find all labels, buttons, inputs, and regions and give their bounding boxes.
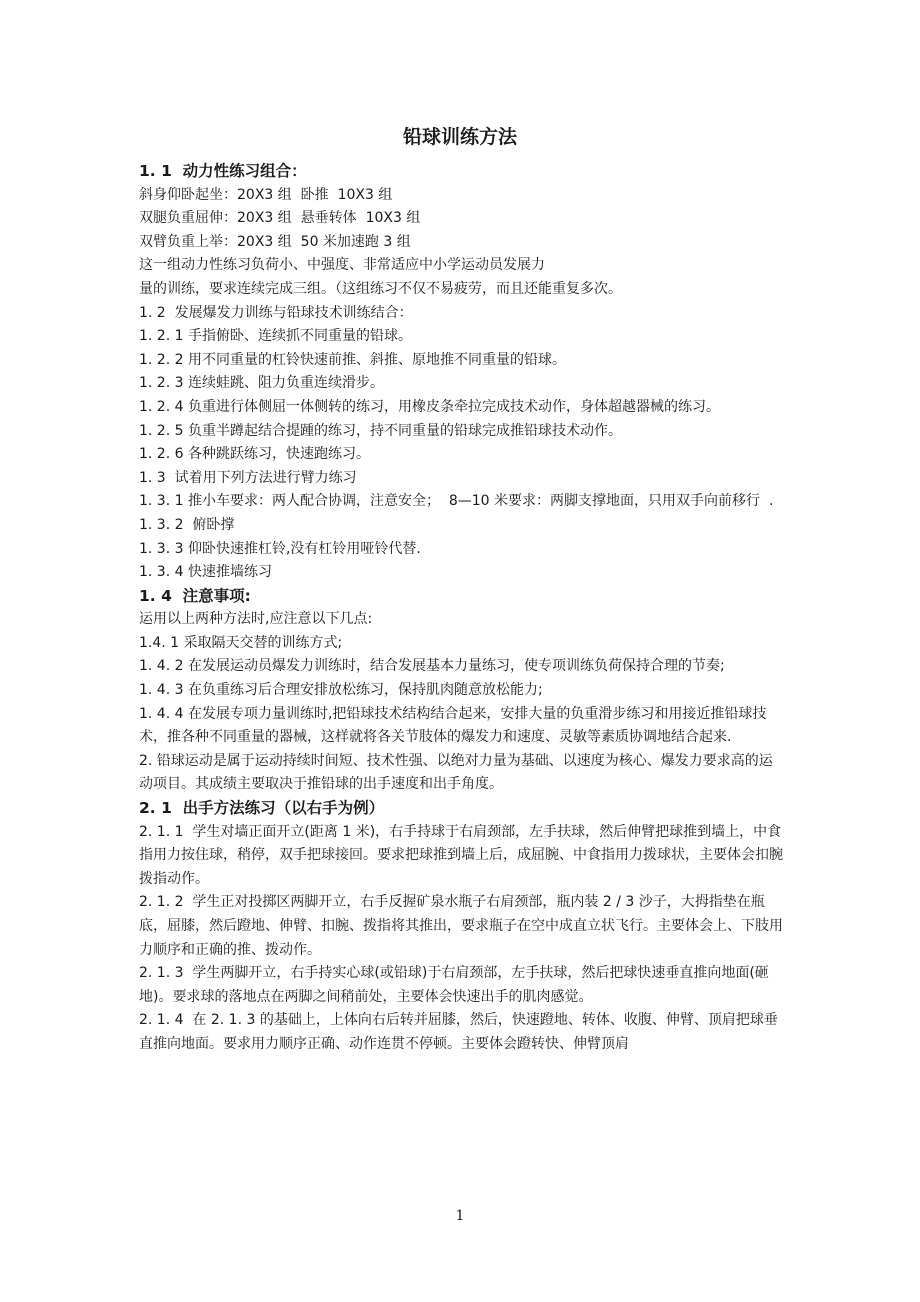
paragraph-line: 双臂负重上举：20X3 组 50 米加速跑 3 组 [139,233,411,250]
paragraph-line: 双腿负重屈伸：20X3 组 悬垂转体 10X3 组 [139,210,421,227]
paragraph-line: 1. 3. 2 俯卧撑 [139,516,235,533]
paragraph-line: 量的训练，要求连续完成三组。（这组练习不仅不易疲劳，而且还能重复多次。 [139,280,622,297]
paragraph-line: 斜身仰卧起坐：20X3 组 卧推 10X3 组 [139,186,393,203]
paragraph-line: 1. 2. 4 负重进行体侧屈一体侧转的练习，用橡皮条牵拉完成技术动作，身体超越器械的练习。 [139,398,720,415]
paragraph-line: 2. 1. 1 学生对墙正面开立(距离 1 米)，右手持球于右肩颈部，左手扶球，然后伸臂把球推到墙上，中食指用力按住球，稍停，双手把球接回。要求把球推到墙上后，成屈腕、中食指用力拨球状，主要体会扣腕拨指动作。 [139,823,783,887]
paragraph-line: 1. 4. 2 在发展运动员爆发力训练时，结合发展基本力量练习，使专项训练负荷保持合理的节奏; [139,658,725,675]
paragraph-line: 1. 2. 1 手指俯卧、连续抓不同重量的铅球。 [139,328,412,345]
paragraph-line: 1. 4. 3 在负重练习后合理安排放松练习，保持肌肉随意放松能力; [139,682,543,699]
paragraph-line: 1.4. 1 采取隔天交替的训练方式; [139,634,343,651]
paragraph-line: 1. 2. 3 连续蛙跳、阻力负重连续滑步。 [139,375,384,392]
paragraph-line: 这一组动力性练习负荷小、中强度、非常适应中小学运动员发展力 [139,257,545,274]
paragraph-line: 运用以上两种方法时,应注意以下几点: [139,611,373,628]
section-heading: 1. 4 注意事项: [139,586,251,605]
page-title: 铅球训练方法 [402,126,517,148]
paragraph-line: 1. 3 试着用下列方法进行臂力练习 [139,469,357,486]
page-number: 1 [455,1208,465,1224]
paragraph-line: 2. 1. 2 学生正对投掷区两脚开立，右手反握矿泉水瓶子右肩颈部，瓶内装 2 / 3 沙子，大拇指垫在瓶底，屈膝，然后蹬地、伸臂、扣腕、拨指将其推出，要求瓶子在空中成直立状飞行。主要体会上、下肢用力顺序和正确的推、拨动作。 [139,894,783,958]
paragraph-line: 1. 3. 3 仰卧快速推杠铃,没有杠铃用哑铃代替. [139,540,421,557]
paragraph-line: 1. 2. 5 负重半蹲起结合提踵的练习，持不同重量的铅球完成推铅球技术动作。 [139,422,622,439]
section-heading: 1. 1 动力性练习组合： [139,162,307,180]
document-body [139,160,785,1057]
paragraph-line: 1. 3. 4 快速推墙练习 [139,564,272,581]
paragraph-line: 2. 1. 4 在 2. 1. 3 的基础上，上体向右后转并屈膝，然后，快速蹬地、转体、收腹、伸臂、顶肩把球垂直推向地面。要求用力顺序正确、动作连贯不停顿。主要体会蹬转快、伸臂顶肩 [139,1012,778,1052]
section-heading: 2. 1 出手方法练习（以右手为例） [139,799,385,818]
paragraph-line: 1. 3. 1 推小车要求：两人配合协调，注意安全； 8—10 米要求：两脚支撑地面，只用双手向前移行 . [139,493,774,510]
paragraph-line: 1. 2 发展爆发力训练与铅球技术训练结合： [139,304,413,321]
paragraph-line: 1. 4. 4 在发展专项力量训练时,把铅球技术结构结合起来，安排大量的负重滑步练习和用接近推铅球技术，推各种不同重量的器械，这样就将各关节肢体的爆发力和速度、灵敏等素质协调地结合起来. [139,705,767,746]
paragraph-line: 1. 2. 6 各种跳跃练习，快速跑练习。 [139,446,370,463]
paragraph-line: 1. 2. 2 用不同重量的杠铃快速前推、斜推、原地推不同重量的铅球。 [139,351,566,368]
paragraph-line: 2. 1. 3 学生两脚开立，右手持实心球(或铅球)于右肩颈部，左手扶球，然后把球快速垂直推向地面(砸地)。要求球的落地点在两脚之间稍前处，主要体会快速出手的肌肉感觉。 [139,965,769,1005]
paragraph-line: 2. 铅球运动是属于运动持续时间短、技术性强、以绝对力量为基础、以速度为核心、爆发力要求高的运动项目。其成绩主要取决于推铅球的出手速度和出手角度。 [139,752,773,793]
